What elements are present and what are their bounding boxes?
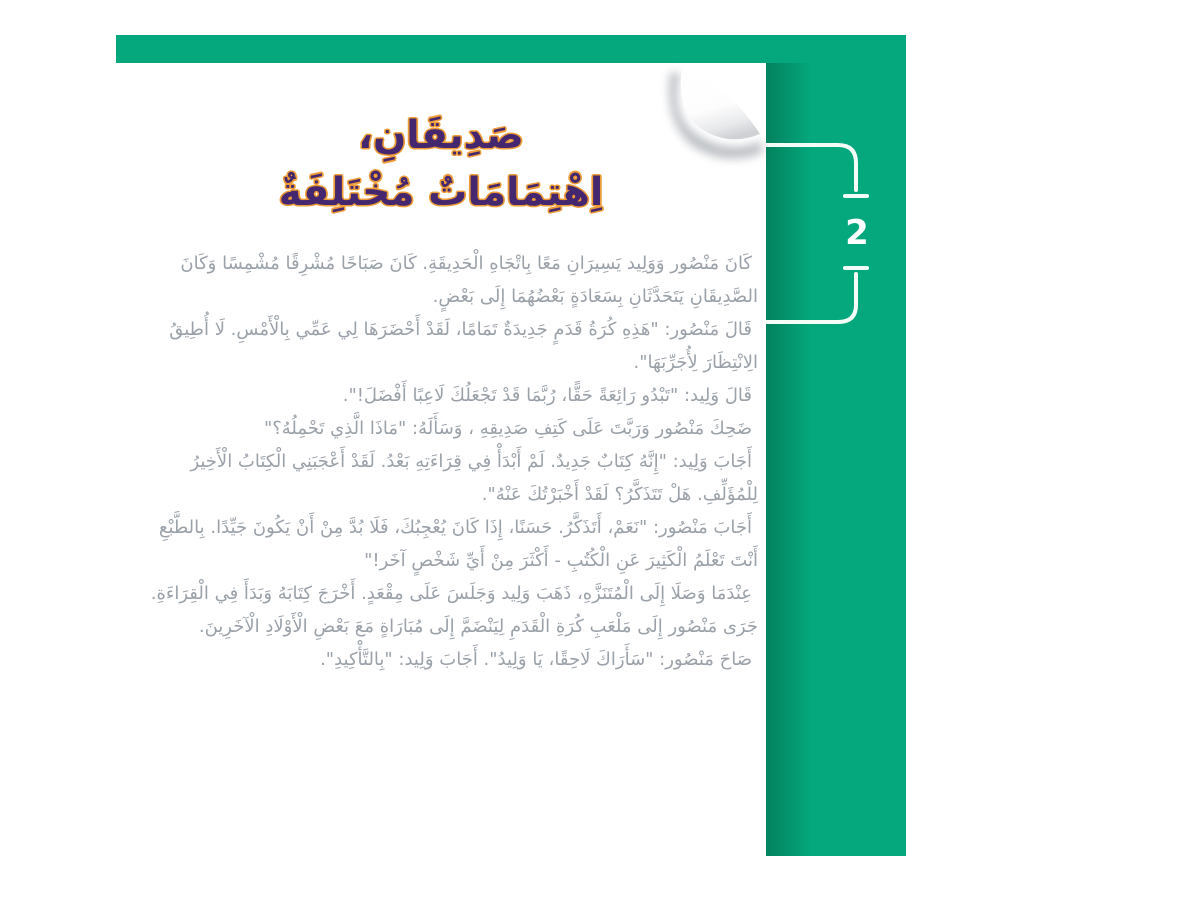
book-page [116,63,766,869]
story-paragraph: صَاحَ مَنْصُور: "سَأَرَاكَ لَاحِقًا، يَا وَلِيدُ". أَجَابَ وَلِيد: "بِالتَّأْكِيدِ". [320,649,752,670]
story-paragraph: قَالَ وَلِيد: "تَبْدُو رَائِعَةً حَقًّا، رُبَّمَا قَدْ تَجْعَلُكَ لَاعِبًا أَفْضَلَ!". [342,385,752,406]
story-title-line-1: صَدِيقَانِ، [358,113,524,158]
story-paragraph: قَالَ مَنْصُور: "هَذِهِ كُرَةُ قَدَمٍ جَدِيدَةٌ تَمَامًا، لَقَدْ أَحْضَرَهَا لِي عَمِّي بِالْأَمْسِ. لَا أُطِيقُ الِانْتِظَارَ لِأُجَرِّبَهَا". [169,319,758,373]
curl-flap [681,69,760,139]
story-paragraph: ضَحِكَ مَنْصُور وَرَبَّتَ عَلَى كَتِفِ صَدِيقِهِ ، وَسَأَلَهُ: "مَاذَا الَّذِي تَحْمِلُهُ؟" [263,418,752,439]
story-text [116,247,766,676]
bracket-bottom-arm [766,274,856,322]
story-paragraph: عِنْدَمَا وَصَلَا إِلَى الْمُتَنَزَّهِ، ذَهَبَ وَلِيد وَجَلَسَ عَلَى مِقْعَدٍ. أَخْرَجَ كِتَابَهُ وَبَدَأَ فِي الْقِرَاءَةِ. جَرَى مَنْصُور إِلَى مَلْعَبِ كُرَةِ الْقَدَمِ لِيَنْضَمَّ إِلَى مُبَارَاةٍ مَعَ بَعْضِ الْأَوْلَادِ الْآخَرِينَ. [150,583,758,637]
story-paragraph: كَانَ مَنْصُور وَوَلِيد يَسِيرَانِ مَعًا بِاتْجَاهِ الْحَدِيقَةِ. كَانَ صَبَاحًا مُشْرِقًا مُشْمِسًا وَكَانَ الصَّدِيقَانِ يَتَحَدَّثَانِ بِسَعَادَةٍ بَعْضُهُمَا إِلَى بَعْضٍ. [180,253,758,307]
story-paragraph: أَجَابَ وَلِيد: "إِنَّهُ كِتَابٌ جَدِيدٌ. لَمْ أَبْدَأْ فِي قِرَاءَتِهِ بَعْدُ. لَقَدْ أَعْجَبَنِي الْكِتَابُ الْأَخِيرُ لِلْمُؤَلِّفِ. هَلْ تَتَذَكَّرُ؟ لَقَدْ أَخْبَرْتُكَ عَنْهُ". [190,451,758,505]
page-curl-icon [656,63,766,175]
story-title-line-2: اِهْتِمَامَاتٌ مُخْتَلِفَةٌ [278,170,604,215]
bracket-top-arm [766,145,856,190]
page-number: 2 [845,213,869,253]
story-paragraph: أَجَابَ مَنْصُور: "نَعَمْ، أَتَذَكَّرُ. حَسَنًا، إِذَا كَانَ يُعْجِبُكَ، فَلَا بُدَّ مِنْ أَنْ يَكُونَ جَيِّدًا. بِالطَّبْعِ أَنْتَ تَعْلَمُ الْكَثِيرَ عَنِ الْكُتُبِ - أَكْثَرَ مِنْ أَيِّ شَخْصٍ آخَر!" [158,517,758,571]
